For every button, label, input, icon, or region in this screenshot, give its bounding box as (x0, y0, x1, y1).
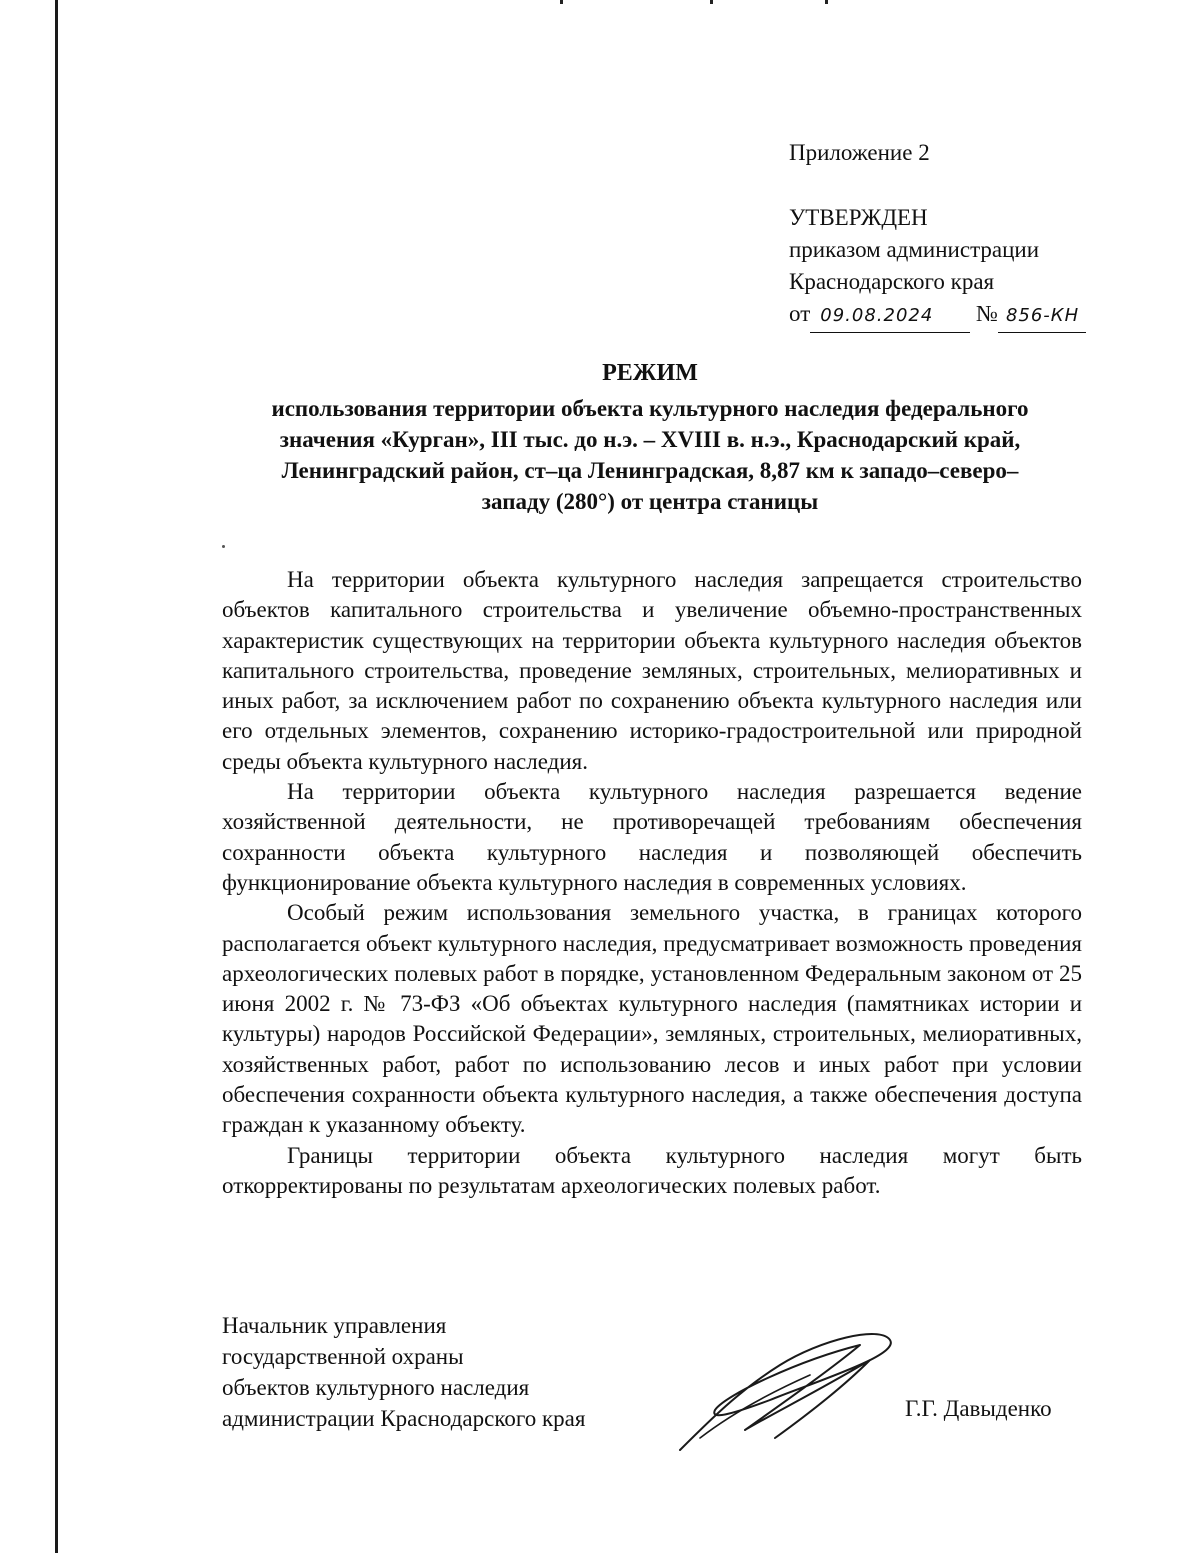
title-sub-line-4: западу (280°) от центра станицы (481, 489, 819, 514)
handwritten-signature (670, 1320, 910, 1460)
title-sub-line-1: использования территории объекта культурного наследия федерального (271, 396, 1029, 421)
signatory-position (222, 1310, 585, 1434)
document-title (200, 358, 1100, 517)
title-sub-line-3: Ленинградский район, ст–ца Ленинградская, 8,87 км к западо–северо– (281, 458, 1019, 483)
top-scan-marks (560, 0, 860, 8)
approval-line-2: Краснодарского края (789, 269, 995, 294)
approval-status: УТВЕРЖДЕН (789, 205, 928, 230)
signatory-position-line-1: Начальник управления (222, 1313, 447, 1338)
approval-from-prefix: от (789, 301, 811, 326)
body-paragraph-1: На территории объекта культурного наследия запрещается строительство объектов капитального строительства и увеличение объемно-пространственных характеристик существующих на территории объекта культурного наследия объектов капитального строительства, проведение земляных, строительных, мелиоративных и иных работ, за исключением работ по сохранению объекта культурного наследия или его отдельных элементов, сохранению историко-градостроительной или природной среды объекта культурного наследия. (222, 567, 1082, 774)
appendix-label: Приложение 2 (789, 140, 930, 165)
scan-speck (222, 545, 225, 548)
body-paragraph-4: Границы территории объекта культурного наследия могут быть откорректированы по результатам археологических полевых работ. (222, 1142, 1082, 1198)
approval-line-1: приказом администрации (789, 237, 1040, 262)
document-body (222, 565, 1082, 1201)
signatory-position-line-3: объектов культурного наследия (222, 1375, 530, 1400)
signatory-name: Г.Г. Давыденко (905, 1396, 1052, 1421)
approval-number-prefix: № (976, 301, 998, 326)
body-paragraph-2: На территории объекта культурного наследия разрешается ведение хозяйственной деятельности, не противоречащей требованиям обеспечения сохранности объекта культурного наследия и позволяющей обеспечить функционирование объекта культурного наследия в современных условиях. (222, 779, 1082, 895)
approval-number-handwritten: 856-КН (998, 300, 1086, 333)
signatory-position-line-2: государственной охраны (222, 1344, 464, 1369)
title-main: РЕЖИМ (602, 360, 698, 386)
body-paragraph-3: Особый режим использования земельного участка, в границах которого располагается объект культурного наследия, предусматривает возможность проведения археологических полевых работ в порядке, установленном Федеральным законом от 25 июня 2002 г. № 73-ФЗ «Об объектах культурного наследия (памятниках истории и культуры) народов Российской Федерации», земляных, строительных, мелиоративных, хозяйственных работ, работ по использованию лесов и иных работ при условии обеспечения сохранности объекта культурного наследия, а также обеспечения доступа граждан к указанному объекту. (222, 900, 1082, 1138)
title-sub-line-2: значения «Курган», III тыс. до н.э. – XVIII в. н.э., Краснодарский край, (279, 427, 1021, 452)
page-left-border (55, 0, 58, 1553)
approval-block (789, 202, 1086, 333)
approval-date-handwritten: 09.08.2024 (810, 300, 970, 333)
approval-date-row (789, 298, 1086, 333)
signatory-position-line-4: администрации Краснодарского края (222, 1406, 586, 1431)
